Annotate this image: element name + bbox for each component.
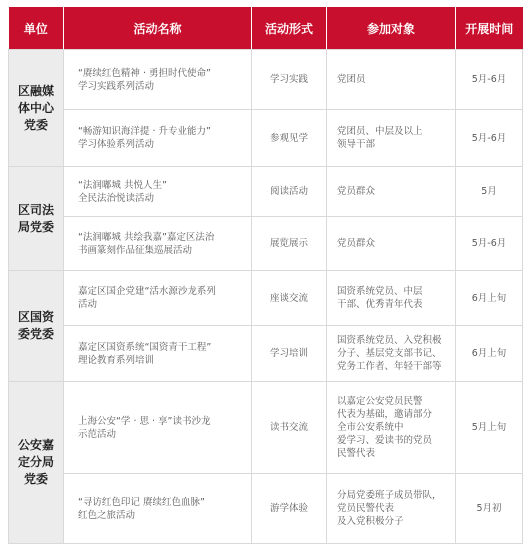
header-time: 开展时间 xyxy=(456,7,523,50)
time-cell: 5月-6月 xyxy=(456,50,523,110)
participants-cell: 党员群众 xyxy=(327,167,456,217)
activity-name-cell: “赓续红色精神 · 勇担时代使命” 学习实践系列活动 xyxy=(64,50,252,110)
activity-form-cell: 展览展示 xyxy=(252,217,327,271)
unit-cell: 区国资 委党委 xyxy=(9,271,64,382)
activity-form-cell: 座谈交流 xyxy=(252,271,327,326)
activity-name-cell: 嘉定区国资系统“国资青干工程” 理论教育系列培训 xyxy=(64,326,252,382)
unit-cell: 区融媒 体中心 党委 xyxy=(9,50,64,167)
activity-name-cell: “法润嘟城 共悦人生” 全民法治悦读活动 xyxy=(64,167,252,217)
table-row xyxy=(9,382,523,474)
participants-cell: 党团员、中层及以上 领导干部 xyxy=(327,110,456,167)
unit-cell: 公安嘉 定分局 党委 xyxy=(9,382,64,544)
participants-cell: 党员群众 xyxy=(327,217,456,271)
time-cell: 5月 xyxy=(456,167,523,217)
activity-form-cell: 学习实践 xyxy=(252,50,327,110)
activity-name-cell: 上海公安“学 · 思 · 享”读书沙龙 示范活动 xyxy=(64,382,252,474)
activity-name-cell: “法润嘟城 共绘我嘉”嘉定区法治 书画篆刻作品征集巡展活动 xyxy=(64,217,252,271)
header-row xyxy=(9,7,523,50)
participants-cell: 国资系统党员、中层 干部、优秀青年代表 xyxy=(327,271,456,326)
time-cell: 5月上旬 xyxy=(456,382,523,474)
table-row xyxy=(9,167,523,217)
table-row xyxy=(9,271,523,326)
time-cell: 6月上旬 xyxy=(456,271,523,326)
header-participants: 参加对象 xyxy=(327,7,456,50)
time-cell: 6月上旬 xyxy=(456,326,523,382)
header-activity-name: 活动名称 xyxy=(64,7,252,50)
header-activity-form: 活动形式 xyxy=(252,7,327,50)
time-cell: 5月初 xyxy=(456,474,523,544)
unit-cell: 区司法 局党委 xyxy=(9,167,64,271)
time-cell: 5月-6月 xyxy=(456,110,523,167)
activity-name-cell: “寻访红色印记 赓续红色血脉” 红色之旅活动 xyxy=(64,474,252,544)
activity-form-cell: 参观见学 xyxy=(252,110,327,167)
header-unit: 单位 xyxy=(9,7,64,50)
table-row xyxy=(9,110,523,167)
activity-table-container xyxy=(8,7,522,544)
participants-cell: 以嘉定公安党员民警 代表为基础，邀请部分 全市公安系统中 爱学习、爱读书的党员 民警代表 xyxy=(327,382,456,474)
activity-form-cell: 读书交流 xyxy=(252,382,327,474)
activity-name-cell: 嘉定区国企党建“活水源沙龙系列 活动 xyxy=(64,271,252,326)
participants-cell: 分局党委班子成员带队， 党员民警代表 及入党积极分子 xyxy=(327,474,456,544)
activity-name-cell: “畅游知识海洋提 · 升专业能力” 学习体验系列活动 xyxy=(64,110,252,167)
table-row xyxy=(9,217,523,271)
activity-form-cell: 学习培训 xyxy=(252,326,327,382)
participants-cell: 党团员 xyxy=(327,50,456,110)
table-row xyxy=(9,326,523,382)
participants-cell: 国资系统党员、入党积极 分子、基层党支部书记、 党务工作者、年轻干部等 xyxy=(327,326,456,382)
activity-table xyxy=(8,7,523,544)
activity-form-cell: 游学体验 xyxy=(252,474,327,544)
table-row xyxy=(9,50,523,110)
activity-form-cell: 阅读活动 xyxy=(252,167,327,217)
table-row xyxy=(9,474,523,544)
time-cell: 5月-6月 xyxy=(456,217,523,271)
